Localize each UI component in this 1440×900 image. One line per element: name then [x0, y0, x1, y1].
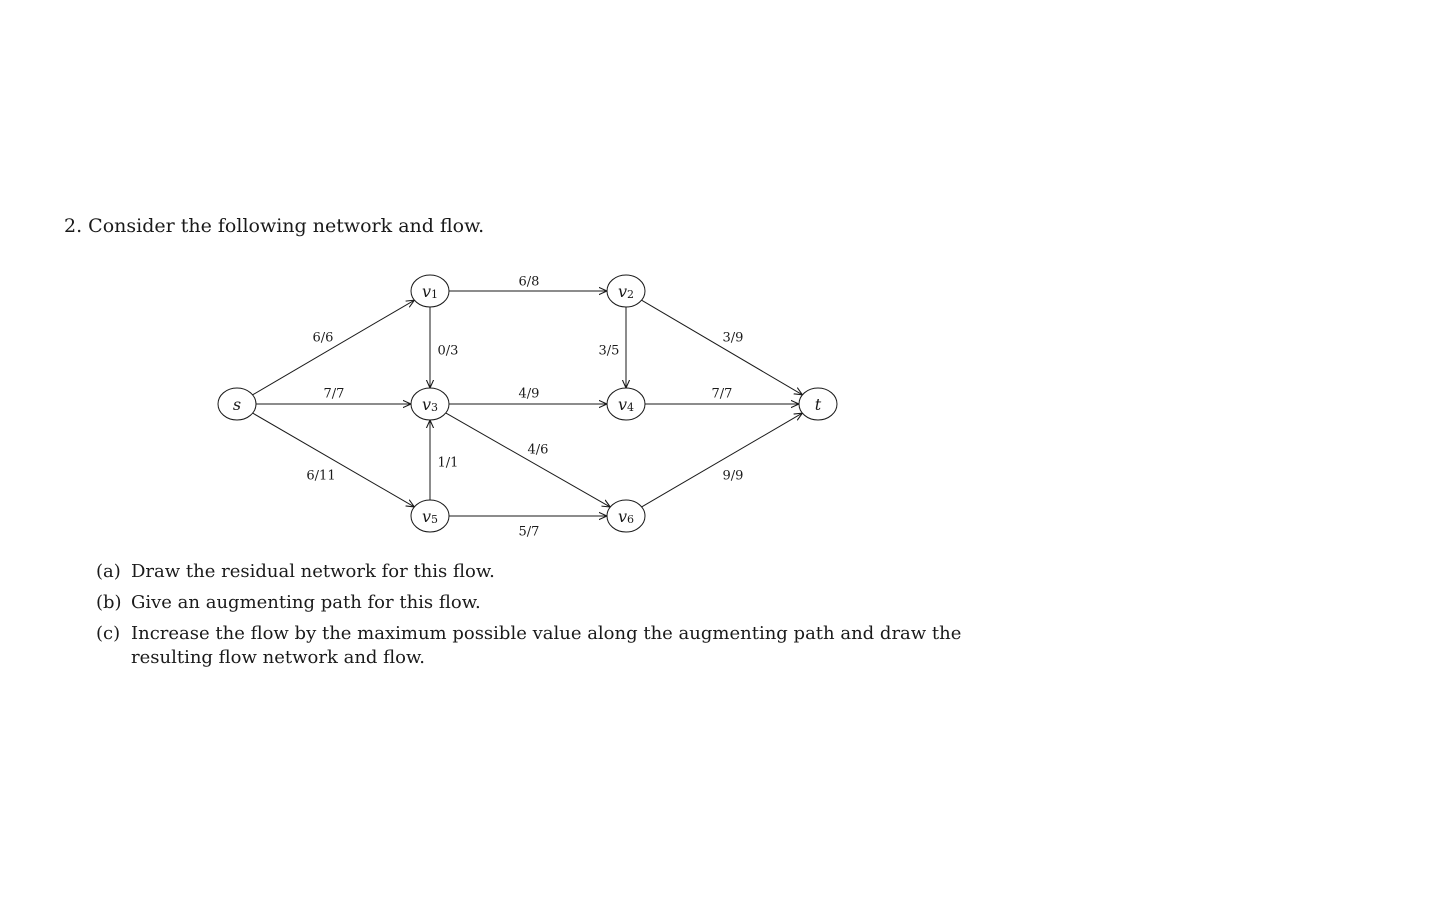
node-label-s — [233, 395, 241, 414]
node-name-v4: v — [617, 394, 628, 414]
node-v4 — [607, 388, 645, 420]
node-subscript-v2: 2 — [627, 288, 635, 301]
edge-label-v2-v4: 3/5 — [598, 343, 620, 359]
edge-label-v4-t: 7/7 — [711, 386, 733, 402]
node-v5 — [411, 500, 449, 532]
node-label-t — [815, 395, 822, 414]
node-v3 — [411, 388, 449, 420]
question-b-text: Give an augmenting path for this flow. — [131, 592, 481, 613]
edge-label-s-v5: 6/11 — [306, 468, 336, 484]
question-a — [96, 560, 976, 584]
edge-label-v5-v3: 1/1 — [437, 455, 459, 471]
node-v6 — [607, 500, 645, 532]
node-v1 — [411, 275, 449, 307]
node-name-t: t — [814, 394, 822, 414]
node-subscript-v5: 5 — [431, 513, 439, 526]
node-name-v5: v — [421, 506, 432, 526]
node-t — [799, 388, 837, 420]
problem-title: 2. Consider the following network and flow. — [64, 215, 485, 237]
question-b — [96, 591, 976, 615]
edge-label-v2-t: 3/9 — [722, 330, 744, 346]
question-a-text: Draw the residual network for this flow. — [131, 561, 495, 582]
edge-label-v6-t: 9/9 — [722, 468, 744, 484]
edge-s-v5 — [253, 413, 415, 507]
question-list — [96, 560, 976, 677]
edge-s-v1 — [253, 300, 415, 395]
edges-layer — [253, 275, 803, 540]
node-name-v2: v — [617, 281, 628, 301]
node-name-v6: v — [617, 506, 628, 526]
node-subscript-v1: 1 — [431, 288, 439, 301]
node-v2 — [607, 275, 645, 307]
edge-label-s-v3: 7/7 — [323, 386, 345, 402]
node-subscript-v6: 6 — [627, 513, 635, 526]
edge-label-v1-v2: 6/8 — [518, 274, 540, 290]
edge-v2-t — [642, 300, 803, 395]
node-name-v3: v — [421, 394, 432, 414]
node-name-v1: v — [421, 281, 432, 301]
edge-v6-t — [642, 413, 803, 507]
question-a-marker: (a) — [96, 561, 121, 582]
edge-label-v3-v4: 4/9 — [518, 386, 540, 402]
edge-label-s-v1: 6/6 — [312, 330, 334, 346]
question-c — [96, 622, 976, 670]
edge-v3-v6 — [446, 413, 611, 507]
node-subscript-v4: 4 — [627, 401, 635, 414]
question-b-marker: (b) — [96, 592, 122, 613]
node-s — [218, 388, 256, 420]
node-name-s: s — [232, 394, 242, 414]
edge-label-v3-v6: 4/6 — [527, 442, 549, 458]
edge-label-v5-v6: 5/7 — [518, 524, 540, 540]
edge-label-v1-v3: 0/3 — [437, 343, 459, 359]
question-c-marker: (c) — [96, 623, 121, 644]
node-subscript-v3: 3 — [431, 401, 439, 414]
question-c-text: Increase the flow by the maximum possible value along the augmenting path and draw the resulting flow network and flow. — [131, 623, 962, 668]
